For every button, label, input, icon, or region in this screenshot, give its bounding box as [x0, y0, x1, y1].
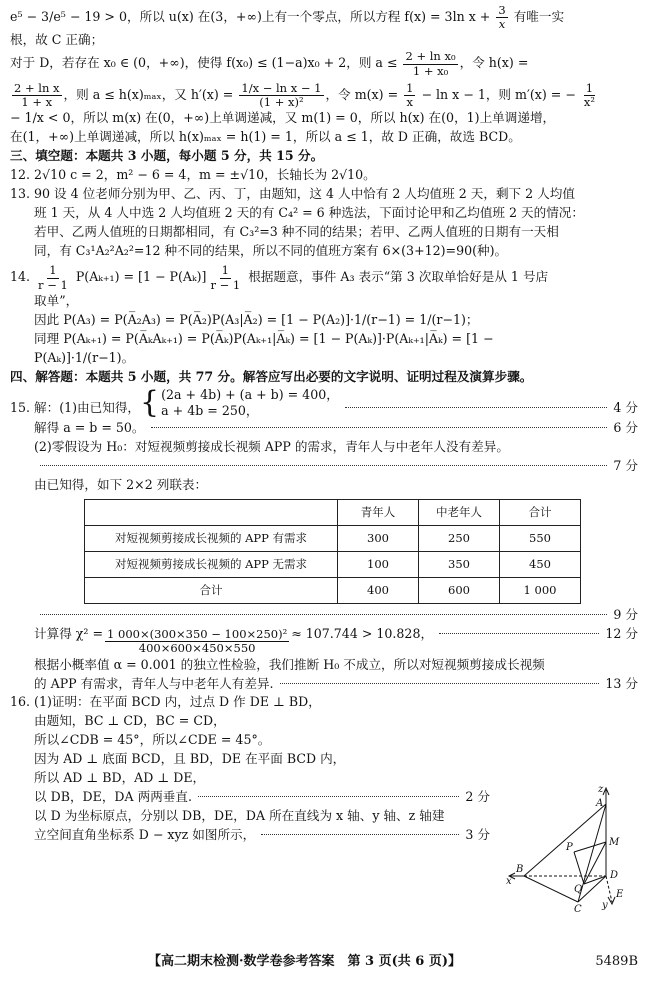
q16-line-1: 16. (1)证明：在平面 BCD 内，过点 D 作 DE ⊥ BD，	[10, 694, 321, 710]
contingency-table	[84, 499, 581, 604]
q15-h0-score-row	[10, 457, 638, 476]
label-m: M	[609, 837, 620, 848]
score-mark: 2 分	[465, 789, 490, 805]
score-mark: 7 分	[613, 458, 638, 474]
label-y: y	[602, 900, 608, 911]
score-mark: 9 分	[613, 607, 638, 623]
label-a: A	[596, 798, 604, 809]
q15-table-score-row	[10, 606, 638, 625]
q16-line-2: 由题知，BC ⊥ CD，BC = CD，	[34, 713, 226, 729]
fraction: $\frac{3}{x}$	[498, 3, 506, 32]
q15-solve-row: 解得 a = b = 50。 6 分	[10, 419, 638, 438]
q13-line-3: 若甲、乙两人值班的日期都相同，有 C₃²=3 种不同的结果；若甲、乙两人值班的日期有一天相	[34, 224, 559, 240]
label-z: z	[598, 784, 604, 795]
fraction: $\frac{\text{1/x − ln x − 1}}{\text{(1 + x)²}}$	[241, 80, 322, 110]
q15-h0: (2)零假设为 H₀：对短视频剪接成长视频 APP 的需求，青年人与中老年人没有差异。	[34, 439, 509, 455]
section-3-title: 三、填空题：本题共 3 小题，每小题 5 分，共 15 分。	[10, 148, 324, 164]
score-mark: 6 分	[613, 420, 638, 436]
section-4-title: 四、解答题：本题共 5 小题，共 77 分。解答应写出必要的文字说明、证明过程及演算步骤。	[10, 368, 533, 384]
fraction: $\frac{\text{1 000×(300×350 − 100×250)²}}{400\times 600\times 450\times 550}$	[107, 627, 288, 656]
equation-system: { (2a + 4b) + (a + b) = 400， a + 4b = 250，	[140, 385, 339, 421]
top-line-5: − 1/x < 0，所以 m(x) 在(0，+∞)上单调递减，又 m(1) = 0，所以 h(x) 在(0，1)上单调递增，	[10, 110, 556, 126]
q14-line-5: P(Aₖ)]·1/(r−1)。	[34, 349, 135, 365]
score-mark: 13 分	[605, 675, 638, 691]
top-line-1: e⁵ − 3/e⁵ − 19 > 0，所以 u(x) 在(3，+∞)上有一个零点，所以方程 f(x) = 3ln x + $\frac{3}{x}$ 有唯一实	[10, 3, 565, 32]
label-q: Q	[574, 884, 583, 895]
label-x: x	[506, 876, 512, 887]
q13-line-1: 13. 90 设 4 位老师分别为甲、乙、丙、丁，由题知，这 4 人中恰有 2 人均值班 2 天，剩下 2 人均值	[10, 186, 575, 202]
q16-line-6: 以 DB，DE，DA 两两垂直. 2 分	[10, 788, 490, 807]
label-b: B	[516, 864, 524, 875]
q15-conclusion-1: 根据小概率值 α = 0.001 的独立性检验，我们推断 H₀ 不成立，所以对短视频剪接成长视频	[34, 656, 545, 672]
q14-line-2: 取单”，	[34, 292, 79, 308]
table-header-row: 青年人 中老年人 合计	[85, 500, 581, 526]
label-p: P	[566, 842, 573, 853]
label-e: E	[616, 889, 624, 900]
top-line-3: 对于 D，若存在 x₀ ∈ (0，+∞)，使得 f(x₀) ≤ (1−a)x₀ + 2，则 a ≤ $\frac{\text{2 + ln x₀}}{\text{1 + x₀}}$ ，令 h(x) =	[10, 49, 529, 78]
q13-line-2: 班 1 天，从 4 人中选 2 人均值班 2 天的有 C₄² = 6 种选法，下面讨论甲和乙均值班 2 天的情况：	[34, 205, 584, 221]
q15-system-row: 15. 解：(1)由已知得， { (2a + 4b) + (a + b) = 400， a + 4b = 250， 4 分	[10, 385, 638, 421]
fraction: $\frac{1}{x}$	[406, 80, 414, 110]
score-mark: 12 分	[605, 626, 638, 642]
label-c: C	[574, 904, 582, 914]
tetrahedron-figure	[506, 784, 638, 914]
q16-line-4: 因为 AD ⊥ 底面 BCD，且 BD，DE 在平面 BCD 内，	[34, 751, 346, 767]
table-row: 对短视频剪接成长视频的 APP 无需求 100 350 450	[85, 552, 581, 578]
table-row: 对短视频剪接成长视频的 APP 有需求 300 250 550	[85, 526, 581, 552]
q13-line-4: 同，有 C₃¹A₂²A₂²=12 种不同的结果，所以不同的值班方案有 6×(3+12)=90(种)。	[34, 243, 508, 259]
segment-pq	[574, 852, 584, 884]
q14-line-1: 14. $\frac{1}{r - 1}$ P(Aₖ₊₁) = [1 − P(Aₖ)] $\frac{1}{r - 1}$ 根据题意，事件 A₃ 表示“第 3 次取单恰好是从 1 号店	[10, 263, 549, 292]
fraction: $\frac{1}{r - 1}$	[210, 263, 241, 292]
footer-title: 【高二期末检测·数学卷参考答案 第 3 页(共 6 页)】	[148, 954, 462, 969]
label-d: D	[610, 870, 619, 881]
top-line-4: $\frac{\text{2 + ln x}}{1 + x}$ ，则 a ≤ h(x)ₘₐₓ，又 h′(x) = $\frac{\text{1/x − ln x − 1}}{\text{(1 + x)²}}$ ，令 m(x) = $\frac{1}{x}$ − ln x − 1，则 m′(x) = − $\frac{1}{\text{x²}}$	[14, 80, 595, 110]
table-row: 合计 400 600 1 000	[85, 578, 581, 604]
q16-line-5: 所以 AD ⊥ BD，AD ⊥ DE，	[34, 770, 206, 786]
q16-line-8: 立空间直角坐标系 D − xyz 如图所示， 3 分	[10, 826, 490, 845]
score-mark: 3 分	[465, 827, 490, 843]
score-mark: 4 分	[613, 400, 638, 416]
answer-page	[10, 4, 638, 845]
fraction: $\frac{1}{r - 1}$	[38, 263, 68, 292]
footer-code: 5489B	[595, 954, 638, 969]
q14-line-4: 同理 P(Aₖ₊₁) = P(A̅ₖAₖ₊₁) = P(A̅ₖ)P(Aₖ₊₁|A̅ₖ) = [1 − P(Aₖ)]·P(Aₖ₊₁|A̅ₖ) = [1 −	[34, 330, 494, 346]
q16-line-7: 以 D 为坐标原点，分别以 DB，DE，DA 所在直线为 x 轴、y 轴、z 轴建	[34, 808, 445, 824]
edge-bc	[524, 876, 578, 902]
q15-conclusion-2: 的 APP 有需求，青年人与中老年人有差异. 13 分	[10, 675, 638, 694]
fraction: $\frac{\text{2 + ln x}}{1 + x}$	[14, 80, 60, 110]
fraction: $\frac{1}{\text{x²}}$	[583, 80, 595, 110]
q14-line-3: 因此 P(A₃) = P(A̅₂A₃) = P(A̅₂)P(A₃|A̅₂) = [1 − P(A₂)]·1/(r−1) = 1/(r−1)；	[34, 311, 479, 327]
q15-chi-row: 计算得 χ² = $\frac{\text{1 000×(300×350 − 100×250)²}}{400\times 600\times 450\times 550}$ ≈ 107.744 > 10.828， 12 分	[34, 626, 638, 656]
q12-answer: 12. 2√10 c = 2，m² − 6 = 4，m = ±√10，长轴长为 2√10。	[10, 167, 376, 183]
top-line-2: 根，故 C 正确；	[10, 32, 104, 48]
q16-line-3: 所以∠CDB = 45°，所以∠CDE = 45°。	[34, 732, 271, 748]
top-line-6: 在(1，+∞)上单调递减，所以 h(x)ₘₐₓ = h(1) = 1，所以 a ≤ 1，故 D 正确，故选 BCD。	[10, 129, 521, 145]
fraction: $\frac{\text{2 + ln x₀}}{\text{1 + x₀}}$	[405, 49, 456, 78]
q15-table-lead: 由已知得，如下 2×2 列联表：	[34, 477, 208, 493]
